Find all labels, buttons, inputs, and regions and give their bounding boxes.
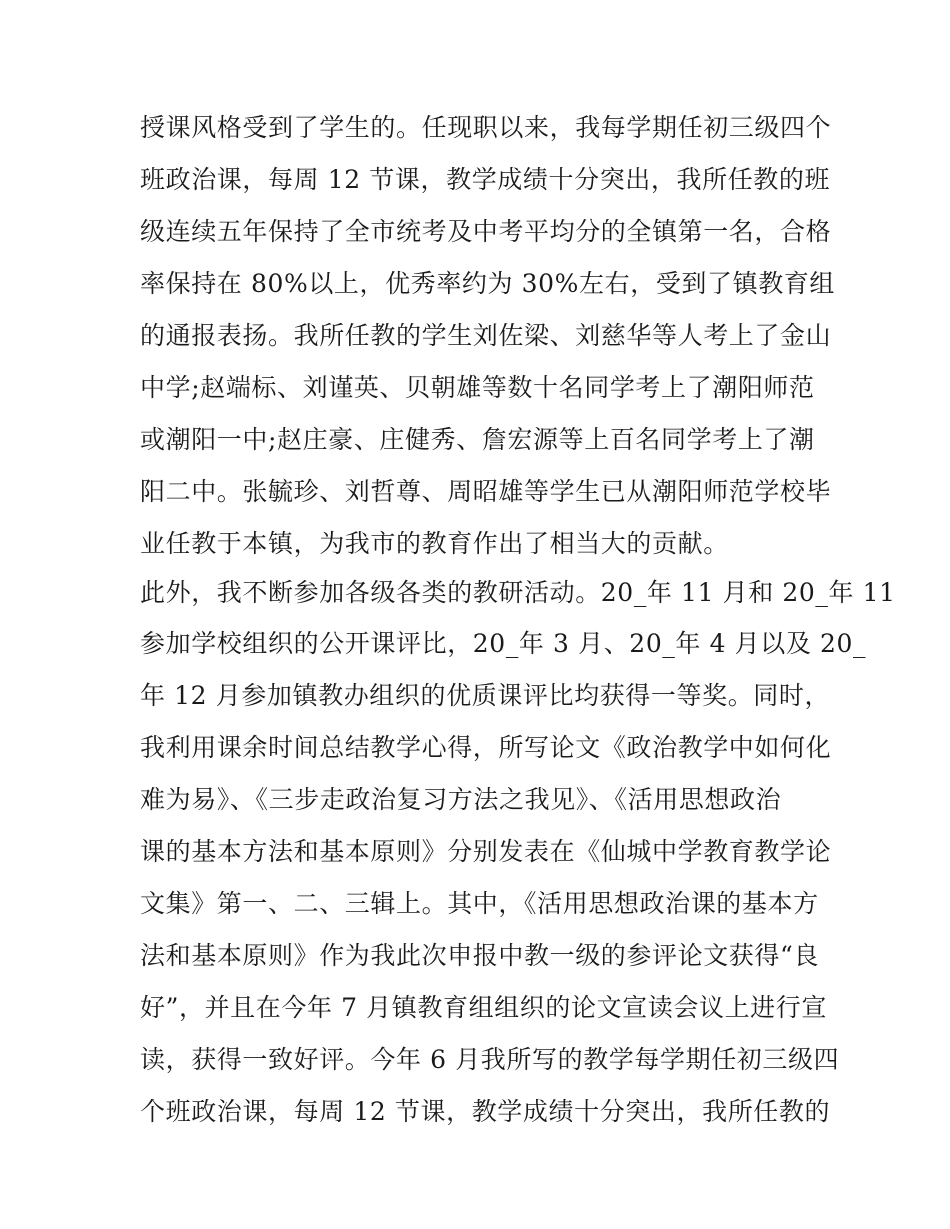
text-line: 或潮阳一中;赵庄豪、庄健秀、詹宏源等上百名同学考上了潮 [140, 425, 815, 454]
text-line: 难为易》、《三步走政治复习方法之我见》、《活用思想政治 [140, 785, 782, 814]
text-line: 班政治课，每周 12 节课，教学成绩十分突出，我所任教的班 [140, 165, 831, 194]
text-line: 读，获得一致好评。今年 6 月我所写的教学每学期任初三级四 [140, 1045, 840, 1074]
text-line: 此外，我不断参加各级各类的教研活动。20_年 11 月和 20_年 11 [140, 578, 896, 607]
text-line: 年 12 月参加镇教办组织的优质课评比均获得一等奖。同时， [140, 681, 831, 710]
text-line: 业任教于本镇，为我市的教育作出了相当大的贡献。 [140, 529, 729, 558]
text-line: 个班政治课，每周 12 节课，教学成绩十分突出，我所任教的 [140, 1097, 831, 1126]
text-line: 率保持在 80%以上，优秀率约为 30%左右，受到了镇教育组 [140, 269, 836, 298]
text-line: 课的基本方法和基本原则》分别发表在《仙城中学教育教学论 [140, 837, 832, 866]
text-line: 好”，并且在今年 7 月镇教育组组织的论文宣读会议上进行宣 [140, 993, 827, 1022]
text-line: 文集》第一、二、三辑上。其中，《活用思想政治课的基本方 [140, 889, 819, 918]
text-line: 我利用课余时间总结教学心得，所写论文《政治教学中如何化 [140, 733, 832, 762]
text-line: 参加学校组织的公开课评比，20_年 3 月、20_年 4 月以及 20_ [140, 629, 867, 658]
text-line: 阳二中。张毓珍、刘哲尊、周昭雄等学生已从潮阳师范学校毕 [140, 477, 832, 506]
text-line: 中学;赵端标、刘谨英、贝朝雄等数十名同学考上了潮阳师范 [140, 373, 815, 402]
text-line: 授课风格受到了学生的。任现职以来，我每学期任初三级四个 [140, 113, 832, 142]
text-line: 级连续五年保持了全市统考及中考平均分的全镇第一名，合格 [140, 217, 832, 246]
text-line: 法和基本原则》作为我此次申报中教一级的参评论文获得“良 [140, 941, 819, 970]
text-line: 的通报表扬。我所任教的学生刘佐梁、刘慈华等人考上了金山 [140, 321, 832, 350]
